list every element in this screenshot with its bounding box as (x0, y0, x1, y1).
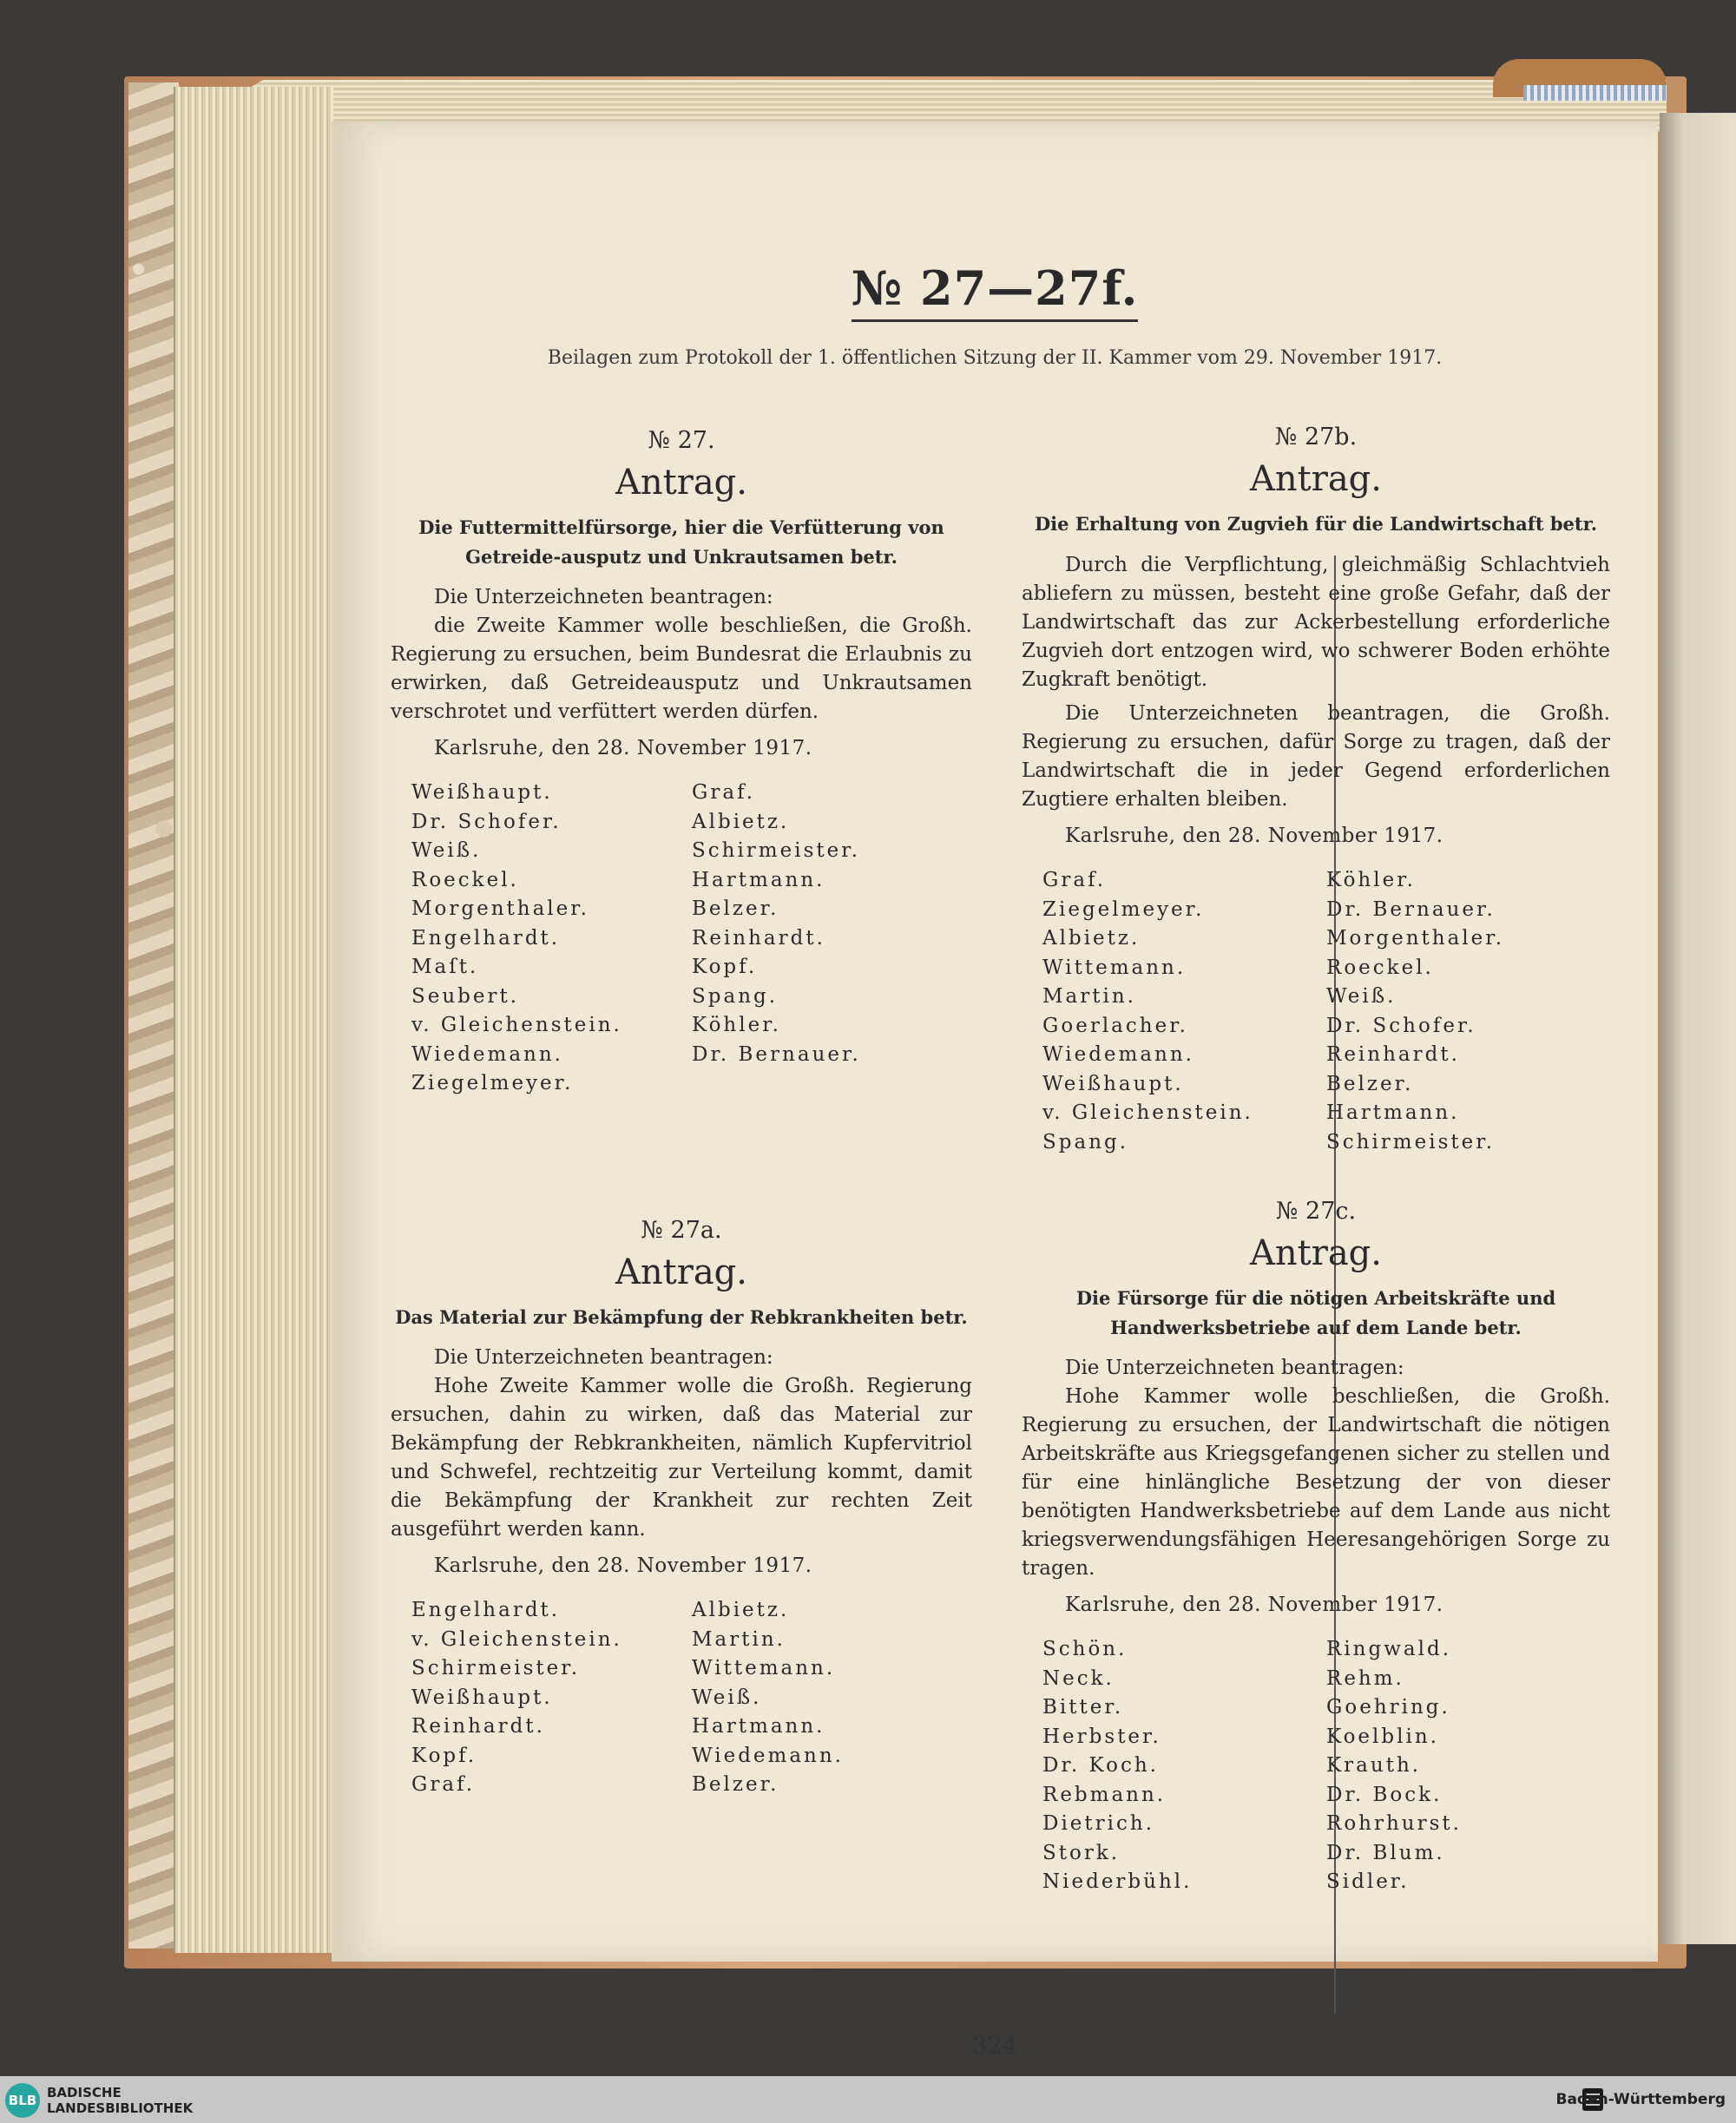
book-page (332, 122, 1658, 2060)
signatory-name: Goehring. (1326, 1696, 1450, 1719)
section-27b (1022, 424, 1610, 1157)
signatory-name: Roeckel. (1326, 956, 1434, 979)
section-body: Hohe Kammer wolle beschließen, die Großh. Regierung zu ersuchen, der Landwirtschaft die nötigen Arbeitskräfte aus Kriegsgefangenen sicher zu stellen und für eine hinlängliche Besetzung der von dieser benötigten Handwerksbetriebe auf dem Lande aus nicht kriegsverwendungsfähigen Heeresangehörigen Sorge zu tragen. (1022, 1385, 1610, 1580)
page-title: № 27—27f. (332, 260, 1658, 316)
section-intro: Die Unterzeichneten beantragen: (434, 1346, 773, 1369)
signatory-name: Wittemann. (692, 1657, 836, 1679)
signatory-name: Martin. (692, 1627, 786, 1651)
signatory-name: Weiß. (692, 1686, 762, 1709)
partner-name[interactable]: Baden-Württemberg (1555, 2091, 1726, 2108)
signatory-name: Albietz. (1042, 927, 1141, 950)
footer-bar (0, 2076, 1736, 2123)
signatory-name: Rohrhurst. (1326, 1812, 1462, 1835)
section-number: № 27c. (1275, 1198, 1357, 1225)
section-27 (391, 427, 972, 1099)
signatory-name: Dr. Bernauer. (692, 1042, 861, 1066)
signatory-name: Spang. (692, 984, 779, 1008)
signatory-name: v. Gleichenstein. (1042, 1101, 1253, 1124)
signatory-name: Rebmann. (1042, 1783, 1167, 1806)
signatory-list (1042, 1635, 1610, 1897)
signatory-name: Dr. Blum. (1326, 1841, 1445, 1864)
signatory-name: Dietrich. (1042, 1812, 1155, 1835)
signatory-name: Weißhaupt. (411, 1686, 553, 1709)
library-name[interactable] (47, 2085, 193, 2116)
signatory-name: Spang. (1042, 1130, 1129, 1154)
signatory-name: Dr. Schofer. (1326, 1014, 1476, 1037)
signatory-name: Ziegelmeyer. (1042, 897, 1205, 921)
signatory-name: Rehm. (1326, 1666, 1404, 1690)
signatory-name: Dr. Bock. (1326, 1783, 1443, 1806)
ribbon-marker (1523, 85, 1667, 101)
signatory-name: Herbster. (1042, 1725, 1161, 1748)
signatory-name: Neck. (1042, 1666, 1115, 1690)
section-subject: Die Erhaltung von Zugvieh für die Landwirtschaft betr. (1034, 513, 1598, 535)
signatory-name: Krauth. (1326, 1754, 1422, 1777)
signatory-name: Hartmann. (692, 868, 825, 891)
signatory-name: Kopf. (411, 1744, 477, 1767)
signatory-name: Weißhaupt. (1042, 1072, 1184, 1095)
signatory-name: Belzer. (692, 1773, 779, 1796)
section-date: Karlsruhe, den 28. November 1917. (1065, 825, 1443, 847)
section-subject: Die Fürsorge für die nötigen Arbeitskräfte und Handwerksbetriebe auf dem Lande betr. (1075, 1287, 1556, 1338)
signatory-name: Wiedemann. (1042, 1043, 1194, 1066)
signatory-name: Belzer. (1326, 1072, 1414, 1095)
section-date: Karlsruhe, den 28. November 1917. (1065, 1594, 1443, 1616)
signatory-name: Dr. Bernauer. (1326, 897, 1496, 921)
signatory-name: Köhler. (692, 1014, 781, 1036)
section-number: № 27. (648, 427, 715, 454)
signatory-name: Weißhaupt. (411, 781, 553, 804)
section-date: Karlsruhe, den 28. November 1917. (434, 737, 812, 759)
signatory-name: Reinhardt. (692, 926, 825, 950)
library-name-line2: LANDESBIBLIOTHEK (47, 2100, 194, 2116)
page-number: 324 (971, 2031, 1018, 2060)
section-heading: Antrag. (1249, 1233, 1382, 1273)
signatory-list (1042, 866, 1610, 1157)
signatory-name: Morgenthaler. (1326, 927, 1505, 950)
section-heading: Antrag. (615, 1252, 747, 1292)
section-intro: Die Unterzeichneten beantragen: (1065, 1357, 1404, 1379)
page-edges (174, 87, 333, 1953)
signatory-name: Hartmann. (1326, 1101, 1460, 1124)
signatory-name: Wittemann. (1042, 956, 1187, 979)
blb-logo-icon[interactable]: BLB (5, 2083, 40, 2118)
signatory-name: Schirmeister. (692, 839, 861, 862)
signatory-name: Niederbühl. (1042, 1870, 1193, 1893)
signatory-name: Maſt. (411, 956, 479, 978)
section-subject: Die Futtermittelfürsorge, hier die Verfütterung von Getreide-ausputz und Unkrautsamen betr. (418, 516, 944, 568)
section-body: die Zweite Kammer wolle beschließen, die Großh. Regierung zu ersuchen, beim Bundesrat die Erlaubnis zu erwirken, daß Getreideausputz und Unkrautsamen verschrotet und verfüttert werden dürfen. (391, 615, 972, 723)
section-body-2: Die Unterzeichneten beantragen, die Großh. Regierung zu ersuchen, dafür Sorge zu tragen, daß der Landwirtschaft die in jeder Gegend erforderlichen Zugtiere erhalten bleiben. (1022, 702, 1610, 811)
signatory-list (411, 1596, 972, 1800)
section-27a (391, 1217, 972, 1800)
section-27c (1022, 1198, 1610, 1897)
signatory-name: Schön. (1042, 1638, 1128, 1660)
section-subject: Das Material zur Bekämpfung der Rebkrankheiten betr. (395, 1306, 968, 1328)
section-number: № 27a. (641, 1217, 722, 1244)
signatory-name: Wiedemann. (411, 1042, 563, 1066)
signatory-name: Ziegelmeyer. (411, 1072, 574, 1094)
signatory-name: Graf. (1042, 869, 1107, 891)
signatory-name: Hartmann. (692, 1715, 825, 1738)
signatory-name: Reinhardt. (411, 1715, 545, 1738)
signatory-name: Ringwald. (1326, 1638, 1451, 1660)
signatory-name: v. Gleichenstein. (411, 1627, 622, 1651)
signatory-name: Dr. Schofer. (411, 810, 562, 833)
signatory-name: Goerlacher. (1042, 1014, 1188, 1037)
section-intro: Die Unterzeichneten beantragen: (434, 586, 773, 608)
signatory-name: Graf. (411, 1773, 476, 1796)
page-subtitle: Beilagen zum Protokoll der 1. öffentlichen Sitzung der II. Kammer vom 29. November 1917. (547, 347, 1443, 369)
signatory-name: Belzer. (692, 897, 779, 920)
signatory-name: Schirmeister. (411, 1657, 581, 1679)
signatory-name: Engelhardt. (411, 926, 561, 950)
signatory-name: Reinhardt. (1326, 1043, 1460, 1066)
section-body: Hohe Zweite Kammer wolle die Großh. Regierung ersuchen, dahin zu wirken, daß das Material zur Bekämpfung der Rebkrankheiten, nämlich Kupfervitriol und Schwefel, rechtzeitig zur Verteilung kommt, damit die Bekämpfung der Krankheit zur rechten Zeit ausgeführt werden kann. (391, 1375, 972, 1541)
signatory-name: Köhler. (1326, 869, 1416, 891)
signatory-name: Albietz. (692, 810, 790, 833)
signatory-name (692, 1069, 972, 1099)
section-number: № 27b. (1274, 424, 1358, 450)
signatory-name: Graf. (692, 781, 756, 804)
signatory-name: Schirmeister. (1326, 1130, 1496, 1154)
signatory-name: Weiß. (1326, 985, 1397, 1008)
signatory-name: Engelhardt. (411, 1599, 561, 1621)
section-heading: Antrag. (615, 463, 747, 503)
section-heading: Antrag. (1249, 459, 1382, 499)
library-name-line1: BADISCHE (47, 2085, 122, 2100)
signatory-name: Koelblin. (1326, 1725, 1439, 1748)
signatory-name: Dr. Koch. (1042, 1754, 1159, 1777)
signatory-name: Martin. (1042, 985, 1136, 1008)
signatory-name: Wiedemann. (692, 1744, 844, 1767)
signatory-name: Albietz. (692, 1599, 790, 1621)
signatory-name: Kopf. (692, 956, 758, 978)
marbled-edge (128, 82, 179, 1949)
signatory-list (411, 779, 972, 1099)
section-body: Durch die Verpflichtung, gleichmäßig Schlachtvieh abliefern zu müssen, besteht eine große Gefahr, daß der Landwirtschaft das zur Ackerbestellung erforderliche Zugvieh dort entzogen wird, wo schwerer Boden erhöhte Zugkraft benötigt. (1022, 554, 1610, 691)
signatory-name: Bitter. (1042, 1696, 1124, 1719)
section-date: Karlsruhe, den 28. November 1917. (434, 1554, 812, 1577)
signatory-name: Weiß. (411, 839, 482, 862)
signatory-name: Roeckel. (411, 868, 519, 891)
signatory-name: Morgenthaler. (411, 897, 590, 920)
signatory-name: Sidler. (1326, 1870, 1410, 1893)
signatory-name: Stork. (1042, 1841, 1121, 1864)
signatory-name: Seubert. (411, 984, 520, 1008)
signatory-name: v. Gleichenstein. (411, 1014, 622, 1036)
adjacent-page (1660, 113, 1736, 1944)
